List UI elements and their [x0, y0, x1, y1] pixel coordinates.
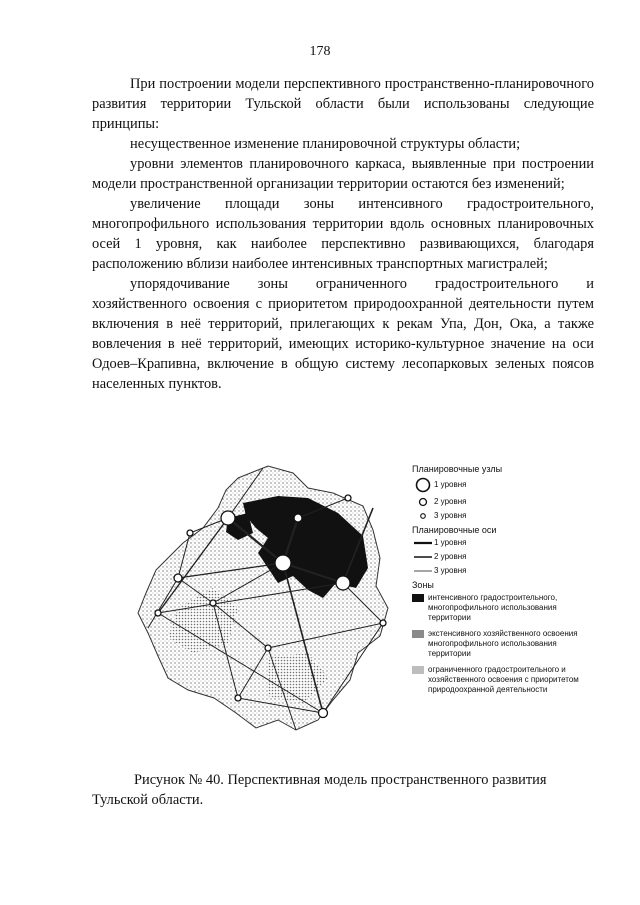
legend-zone-extensive	[412, 629, 582, 659]
figure-caption	[92, 770, 594, 810]
legend-node-label: 2 уровня	[434, 497, 467, 506]
legend-zones-title: Зоны	[412, 580, 434, 590]
axis-level-3-icon	[412, 568, 434, 574]
extensive-zone-swatch	[412, 630, 424, 638]
legend-axis-level-2	[412, 552, 582, 562]
legend-axes-title: Планировочные оси	[412, 525, 497, 535]
region-map	[118, 458, 418, 738]
legend-node-label: 1 уровня	[434, 480, 467, 489]
legend-zone-limited	[412, 665, 582, 695]
page-number: 178	[309, 44, 331, 59]
caption-line-2: Тульской области.	[92, 792, 204, 808]
paragraph: уровни элементов планировочного каркаса, выявленные при построении модели пространственной организации территории остаются без изменений;	[92, 156, 594, 192]
limited-zone-swatch	[412, 666, 424, 674]
node-level-1-icon	[412, 477, 434, 493]
body-text	[92, 74, 594, 394]
legend-axis-label: 2 уровня	[434, 552, 467, 561]
legend-axis-level-3	[412, 566, 582, 576]
legend-zone-label: ограниченного градостроительного и хозяйственного освоения с приоритетом природоохранной деятельности	[428, 665, 579, 694]
legend-axis-level-1	[412, 538, 582, 548]
legend-node-level-2	[412, 497, 582, 507]
legend-axis-label: 3 уровня	[434, 566, 467, 575]
legend-zone-intensive	[412, 593, 582, 623]
paragraph: увеличение площади зоны интенсивного градостроительного, многопрофильного использования территории вдоль основных планировочных осей 1 уровня, как наиболее перспективно развивающихся, благодаря расположению вблизи наиболее интенсивных транспортных магистралей;	[92, 196, 594, 272]
legend-node-level-1	[412, 477, 582, 493]
legend-zone-label: интенсивного градостроительного, многопрофильного использования территории	[428, 593, 558, 622]
legend-zone-label: экстенсивного хозяйственного освоения многопрофильного использования территории	[428, 629, 578, 658]
node-level-3-icon	[412, 512, 434, 520]
legend-node-level-3	[412, 511, 582, 521]
legend-nodes-title: Планировочные узлы	[412, 464, 503, 474]
paragraph: При построении модели перспективного пространственно-планировочного развития территории Тульской области были использованы следующие принципы:	[92, 76, 594, 132]
paragraph: несущественное изменение планировочной структуры области;	[130, 136, 521, 152]
legend-axis-label: 1 уровня	[434, 538, 467, 547]
map-legend	[412, 462, 582, 701]
axis-level-1-icon	[412, 540, 434, 546]
caption-line-1: Рисунок № 40. Перспективная модель пространственного развития	[134, 772, 547, 788]
node-level-2-icon	[412, 497, 434, 507]
map-graphic	[118, 458, 418, 738]
paragraph: упорядочивание зоны ограниченного градостроительного и хозяйственного освоения с приоритетом природоохранной деятельности путем включения в неё территорий, прилегающих к рекам Упа, Дон, Ока, а также вовлечения в неё территорий, имеющих историко-культурное значение на оси Одоев–Крапивна, включение в общую систему лесопарковых зеленых поясов населенных пунктов.	[92, 276, 594, 392]
legend-node-label: 3 уровня	[434, 511, 467, 520]
intensive-zone-swatch	[412, 594, 424, 602]
axis-level-2-icon	[412, 554, 434, 560]
